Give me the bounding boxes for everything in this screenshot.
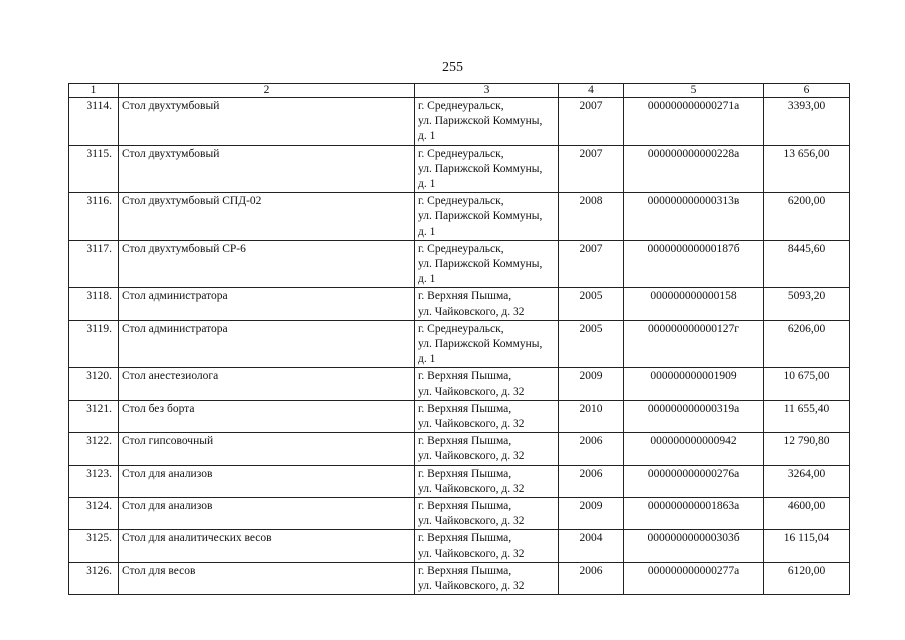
item-name: Стол без борта — [119, 400, 415, 432]
item-address: г. Среднеуральск, ул. Парижской Коммуны, д. 1 — [415, 320, 559, 368]
inventory-number: 000000000000271а — [624, 98, 764, 146]
inventory-number: 000000000000158 — [624, 288, 764, 320]
table-row — [69, 98, 850, 146]
row-number: 3121. — [69, 400, 119, 432]
item-cost: 6206,00 — [764, 320, 850, 368]
inventory-number: 000000000000127г — [624, 320, 764, 368]
table-row — [69, 193, 850, 241]
table-row — [69, 465, 850, 497]
row-number: 3126. — [69, 562, 119, 594]
item-name: Стол анестезиолога — [119, 368, 415, 400]
item-cost: 3264,00 — [764, 465, 850, 497]
inventory-number: 000000000000942 — [624, 433, 764, 465]
inventory-number: 000000000000303б — [624, 530, 764, 562]
item-cost: 8445,60 — [764, 240, 850, 288]
item-year: 2004 — [559, 530, 624, 562]
item-year: 2008 — [559, 193, 624, 241]
table-row — [69, 145, 850, 193]
inventory-number: 000000000000277а — [624, 562, 764, 594]
column-header: 2 — [119, 84, 415, 98]
column-header: 3 — [415, 84, 559, 98]
item-year: 2006 — [559, 562, 624, 594]
row-number: 3120. — [69, 368, 119, 400]
item-year: 2006 — [559, 465, 624, 497]
inventory-number: 000000000000187б — [624, 240, 764, 288]
item-cost: 10 675,00 — [764, 368, 850, 400]
table-body — [69, 98, 850, 595]
row-number: 3118. — [69, 288, 119, 320]
item-name: Стол для весов — [119, 562, 415, 594]
item-address: г. Среднеуральск, ул. Парижской Коммуны, д. 1 — [415, 240, 559, 288]
item-year: 2007 — [559, 98, 624, 146]
row-number: 3123. — [69, 465, 119, 497]
row-number: 3115. — [69, 145, 119, 193]
inventory-number: 000000000001909 — [624, 368, 764, 400]
table-row — [69, 240, 850, 288]
item-address: г. Верхняя Пышма, ул. Чайковского, д. 32 — [415, 400, 559, 432]
item-address: г. Верхняя Пышма, ул. Чайковского, д. 32 — [415, 498, 559, 530]
item-year: 2010 — [559, 400, 624, 432]
item-address: г. Верхняя Пышма, ул. Чайковского, д. 32 — [415, 530, 559, 562]
inventory-number: 000000000000276а — [624, 465, 764, 497]
item-name: Стол администратора — [119, 320, 415, 368]
column-header: 5 — [624, 84, 764, 98]
inventory-number: 000000000001863а — [624, 498, 764, 530]
item-name: Стол двухтумбовый СПД-02 — [119, 193, 415, 241]
row-number: 3124. — [69, 498, 119, 530]
table-row — [69, 433, 850, 465]
item-year: 2009 — [559, 368, 624, 400]
item-cost: 4600,00 — [764, 498, 850, 530]
row-number: 3116. — [69, 193, 119, 241]
item-name: Стол для анализов — [119, 465, 415, 497]
item-cost: 13 656,00 — [764, 145, 850, 193]
table-row — [69, 530, 850, 562]
table-row — [69, 288, 850, 320]
item-name: Стол для анализов — [119, 498, 415, 530]
column-header: 6 — [764, 84, 850, 98]
table-row — [69, 368, 850, 400]
item-name: Стол двухтумбовый — [119, 98, 415, 146]
item-name: Стол двухтумбовый СР-6 — [119, 240, 415, 288]
inventory-number: 000000000000319а — [624, 400, 764, 432]
item-year: 2005 — [559, 320, 624, 368]
column-header: 4 — [559, 84, 624, 98]
item-address: г. Верхняя Пышма, ул. Чайковского, д. 32 — [415, 465, 559, 497]
row-number: 3114. — [69, 98, 119, 146]
item-address: г. Среднеуральск, ул. Парижской Коммуны, д. 1 — [415, 98, 559, 146]
table-row — [69, 562, 850, 594]
item-name: Стол гипсовочный — [119, 433, 415, 465]
item-name: Стол администратора — [119, 288, 415, 320]
item-name: Стол для аналитических весов — [119, 530, 415, 562]
item-address: г. Верхняя Пышма, ул. Чайковского, д. 32 — [415, 288, 559, 320]
item-year: 2007 — [559, 145, 624, 193]
item-address: г. Среднеуральск, ул. Парижской Коммуны, д. 1 — [415, 193, 559, 241]
page-number: 255 — [442, 60, 463, 75]
header-row — [69, 84, 850, 98]
item-name: Стол двухтумбовый — [119, 145, 415, 193]
item-cost: 6200,00 — [764, 193, 850, 241]
item-address: г. Среднеуральск, ул. Парижской Коммуны, д. 1 — [415, 145, 559, 193]
row-number: 3119. — [69, 320, 119, 368]
item-address: г. Верхняя Пышма, ул. Чайковского, д. 32 — [415, 433, 559, 465]
property-table — [68, 83, 850, 595]
table-row — [69, 320, 850, 368]
item-cost: 5093,20 — [764, 288, 850, 320]
table-row — [69, 498, 850, 530]
item-cost: 12 790,80 — [764, 433, 850, 465]
row-number: 3125. — [69, 530, 119, 562]
item-cost: 3393,00 — [764, 98, 850, 146]
item-year: 2006 — [559, 433, 624, 465]
item-year: 2007 — [559, 240, 624, 288]
inventory-number: 000000000000228а — [624, 145, 764, 193]
row-number: 3117. — [69, 240, 119, 288]
item-year: 2005 — [559, 288, 624, 320]
item-cost: 11 655,40 — [764, 400, 850, 432]
column-header: 1 — [69, 84, 119, 98]
item-address: г. Верхняя Пышма, ул. Чайковского, д. 32 — [415, 368, 559, 400]
row-number: 3122. — [69, 433, 119, 465]
inventory-number: 000000000000313в — [624, 193, 764, 241]
item-address: г. Верхняя Пышма, ул. Чайковского, д. 32 — [415, 562, 559, 594]
item-cost: 16 115,04 — [764, 530, 850, 562]
item-year: 2009 — [559, 498, 624, 530]
table-row — [69, 400, 850, 432]
item-cost: 6120,00 — [764, 562, 850, 594]
